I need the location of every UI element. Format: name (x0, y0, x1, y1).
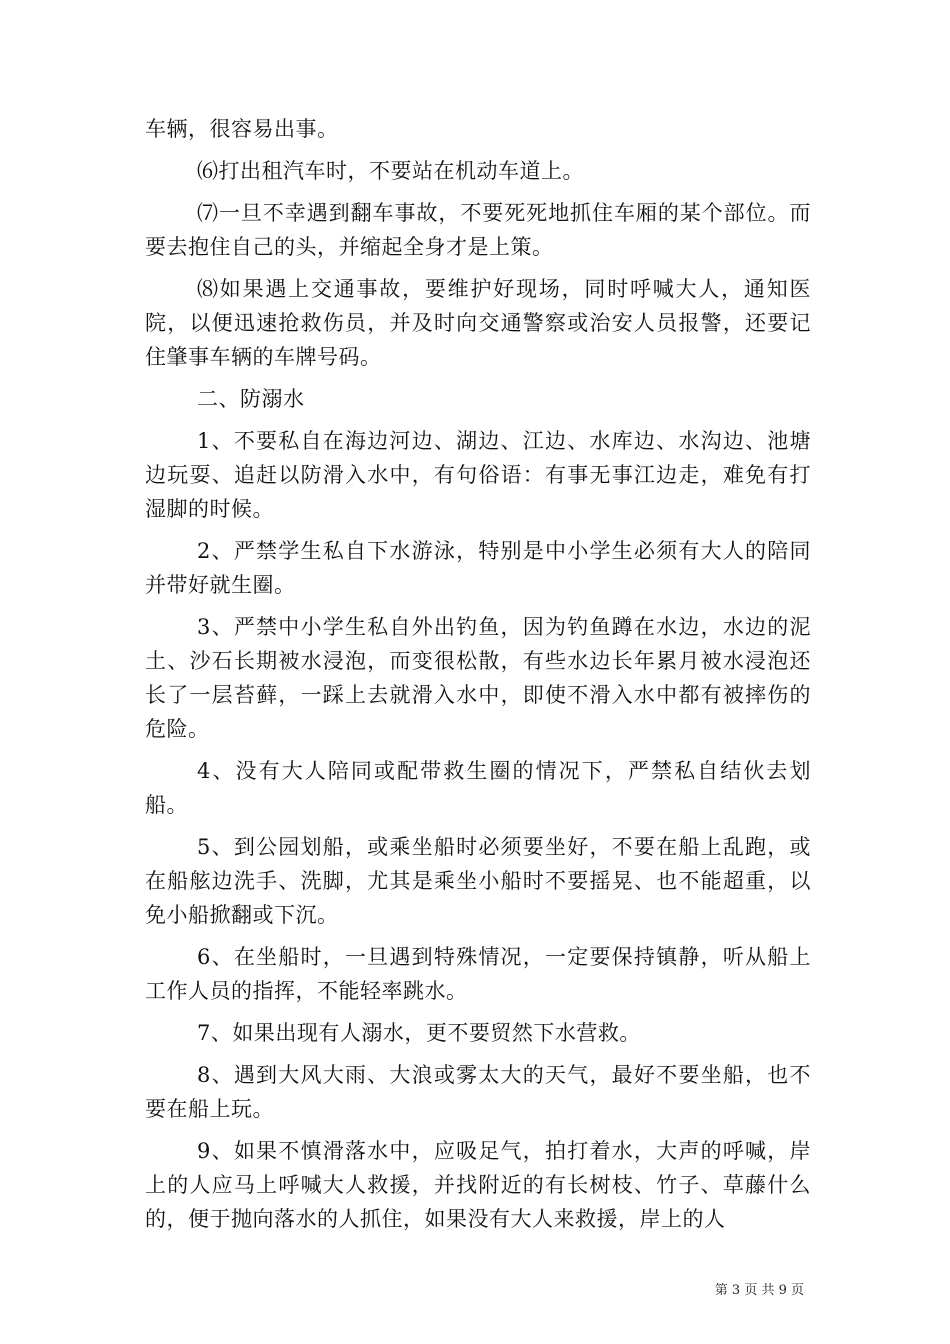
paragraph-item-6: ⑹打出租汽车时，不要站在机动车道上。 (197, 159, 584, 183)
page-number-footer: 第 3 页 共 9 页 (714, 1283, 804, 1298)
paragraph-drowning-2: 2、严禁学生私自下水游泳，特别是中小学生必须有大人的陪同并带好就生圈。 (145, 539, 811, 597)
paragraph-drowning-6: 6、在坐船时，一旦遇到特殊情况，一定要保持镇静，听从船上工作人员的指挥，不能轻率跳水。 (145, 945, 811, 1003)
paragraph-continuation: 车辆，很容易出事。 (145, 117, 339, 141)
paragraph-item-8: ⑻如果遇上交通事故，要维护好现场，同时呼喊大人，通知医院，以便迅速抢救伤员，并及时向交通警察或治安人员报警，还要记住肇事车辆的车牌号码。 (145, 277, 811, 369)
paragraph-drowning-4: 4、没有大人陪同或配带救生圈的情况下，严禁私自结伙去划船。 (145, 759, 811, 817)
paragraph-drowning-3: 3、严禁中小学生私自外出钓鱼，因为钓鱼蹲在水边，水边的泥土、沙石长期被水浸泡，而变很松散，有些水边长年累月被水浸泡还长了一层苔藓，一踩上去就滑入水中，即使不滑入水中都有被摔伤的危险。 (145, 615, 811, 741)
paragraph-drowning-5: 5、到公园划船，或乘坐船时必须要坐好，不要在船上乱跑，或在船舷边洗手、洗脚，尤其是乘坐小船时不要摇晃、也不能超重，以免小船掀翻或下沉。 (145, 835, 811, 927)
document-body (145, 112, 811, 1244)
paragraph-item-7: ⑺一旦不幸遇到翻车事故，不要死死地抓住车厢的某个部位。而要去抱住自己的头，并缩起全身才是上策。 (145, 201, 811, 259)
paragraph-drowning-8: 8、遇到大风大雨、大浪或雾太大的天气，最好不要坐船，也不要在船上玩。 (145, 1063, 811, 1121)
paragraph-drowning-7: 7、如果出现有人溺水，更不要贸然下水营救。 (197, 1021, 641, 1045)
section-heading-drowning: 二、防溺水 (197, 387, 305, 411)
paragraph-drowning-9: 9、如果不慎滑落水中，应吸足气，拍打着水，大声的呼喊，岸上的人应马上呼喊大人救援，并找附近的有长树枝、竹子、草藤什么的，便于抛向落水的人抓住，如果没有大人来救援，岸上的人 (145, 1139, 811, 1231)
paragraph-drowning-1: 1、不要私自在海边河边、湖边、江边、水库边、水沟边、池塘边玩耍、追赶以防滑入水中，有句俗语：有事无事江边走，难免有打湿脚的时候。 (145, 429, 811, 521)
